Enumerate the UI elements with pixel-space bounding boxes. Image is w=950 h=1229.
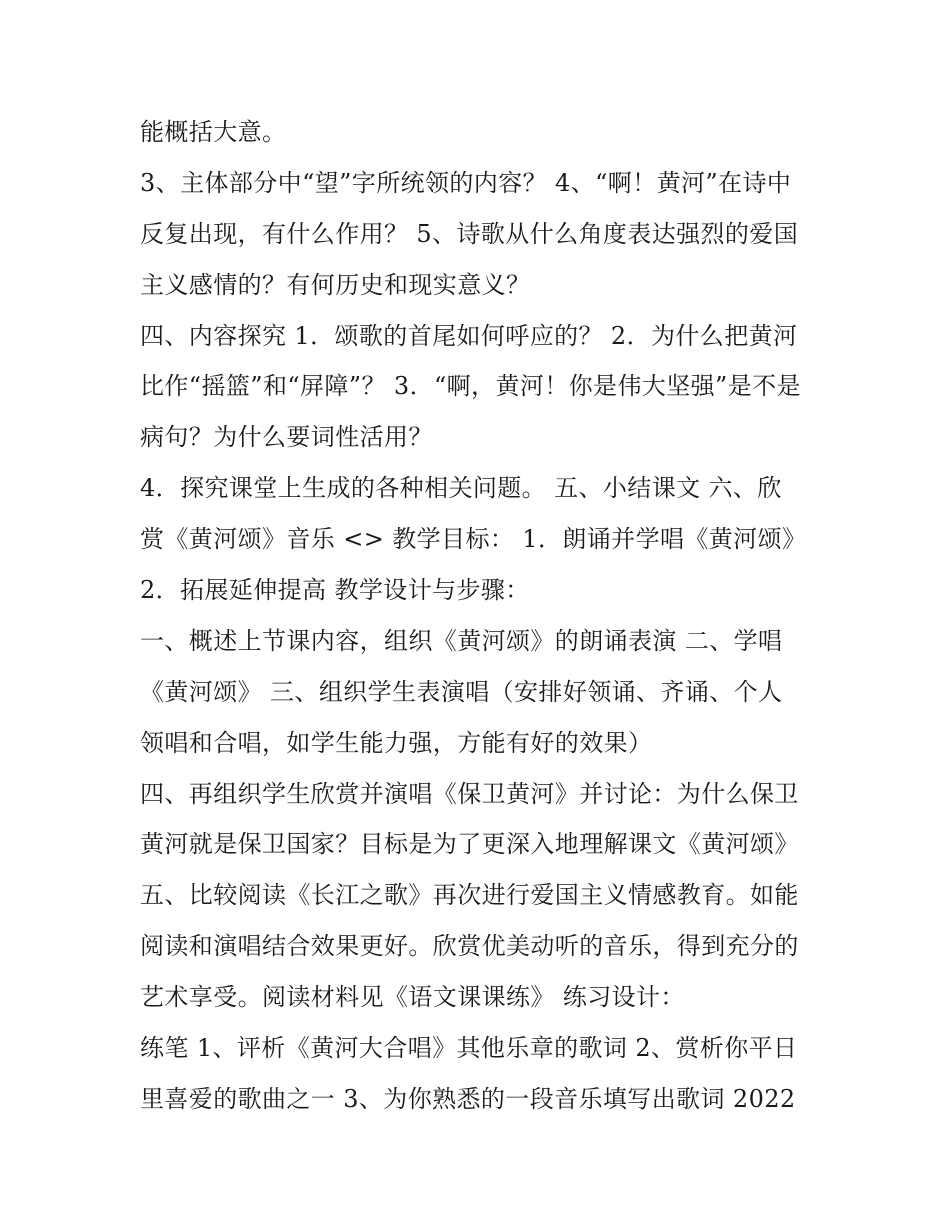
text-line-5: 四、内容探究 1．颂歌的首尾如何呼应的？ 2．为什么把黄河 — [140, 321, 798, 350]
text-line-15: 黄河就是保卫国家？目标是为了更深入地理解课文《黄河颂》 — [140, 830, 799, 859]
text-line-12: 《黄河颂》 三、组织学生表演唱（安排好领诵、齐诵、个人 — [140, 677, 783, 706]
text-line-19: 练笔 1、评析《黄河大合唱》其他乐章的歌词 2、赏析你平日 — [140, 1034, 798, 1063]
text-line-9: 赏《黄河颂》音乐 <> 教学目标： 1．朗诵并学唱《黄河颂》 — [140, 525, 807, 554]
text-line-3: 反复出现，有什么作用？ 5、诗歌从什么角度表达强烈的爱国 — [140, 219, 799, 248]
text-line-4: 主义感情的？有何历史和现实意义？ — [140, 270, 531, 299]
text-line-11: 一、概述上节课内容，组织《黄河颂》的朗诵表演 二、学唱 — [140, 626, 783, 655]
text-line-13: 领唱和合唱，如学生能力强，方能有好的效果） — [140, 728, 653, 757]
text-line-17: 阅读和演唱结合效果更好。欣赏优美动听的音乐，得到充分的 — [140, 932, 799, 961]
text-line-1: 能概括大意。 — [140, 118, 287, 146]
text-line-16: 五、比较阅读《长江之歌》再次进行爱国主义情感教育。如能 — [140, 881, 799, 910]
text-line-8: 4．探究课堂上生成的各种相关问题。 五、小结课文 六、欣 — [140, 474, 782, 503]
text-line-20: 里喜爱的歌曲之一 3、为你熟悉的一段音乐填写出歌词 2022 — [140, 1084, 796, 1113]
text-line-6: 比作“摇篮”和“屏障”？ 3．“啊，黄河！你是伟大坚强”是不是 — [140, 372, 801, 401]
document-body — [140, 107, 820, 1125]
text-line-14: 四、再组织学生欣赏并演唱《保卫黄河》并讨论：为什么保卫 — [140, 779, 799, 808]
text-line-10: 2．拓展延伸提高 教学设计与步骤： — [140, 576, 530, 605]
text-line-18: 艺术享受。阅读材料见《语文课课练》 练习设计： — [140, 983, 685, 1012]
text-line-2: 3、主体部分中“望”字所统领的内容？ 4、“啊！黄河”在诗中 — [140, 168, 792, 197]
text-line-7: 病句？为什么要词性活用？ — [140, 423, 433, 452]
